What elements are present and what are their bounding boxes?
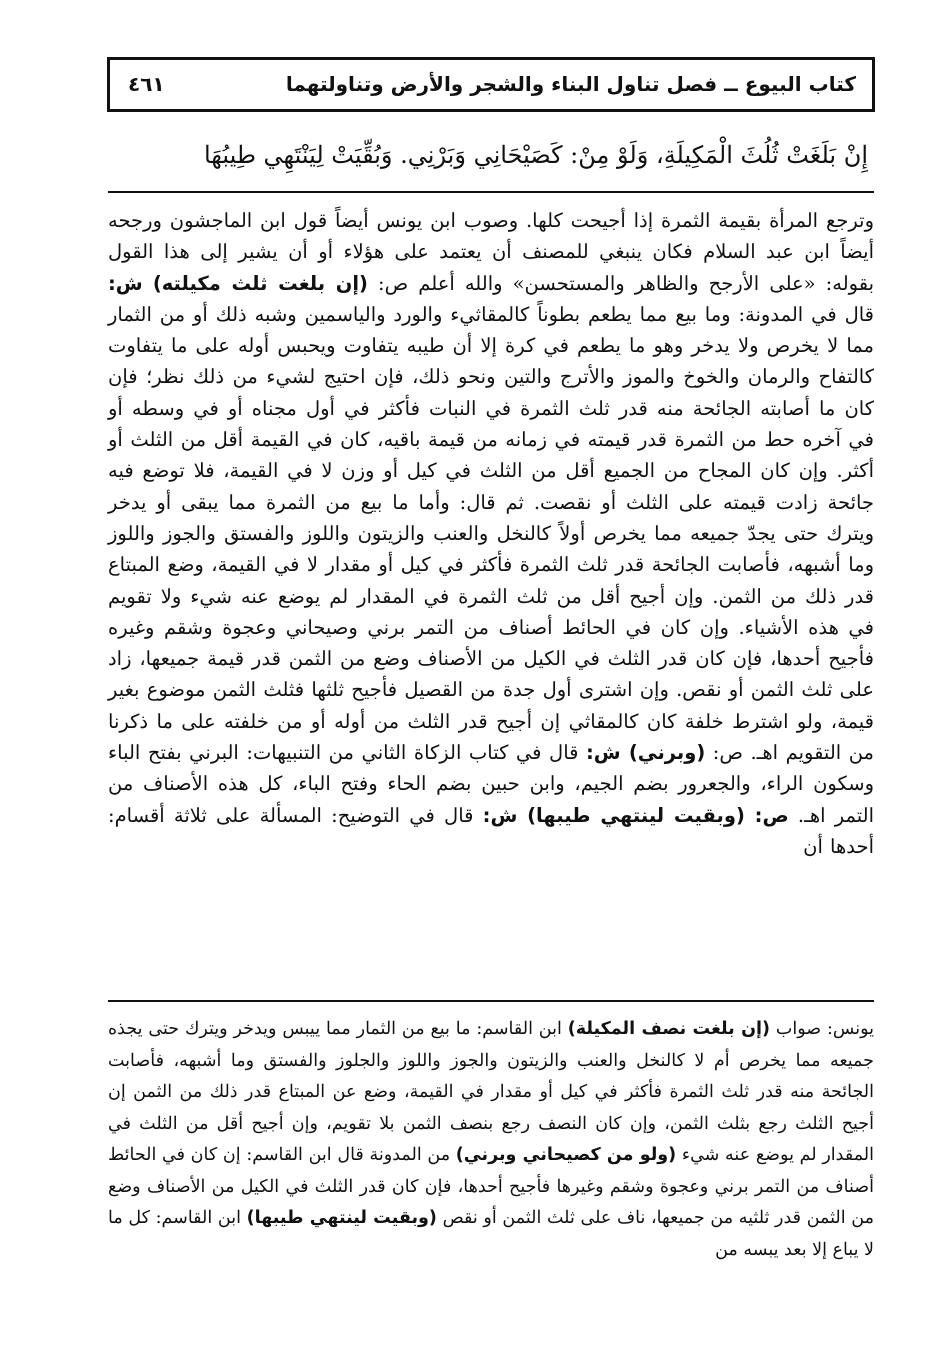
footnotes — [108, 1014, 874, 1266]
header-title: كتاب البيوع ــ فصل تناول البناء والشجر والأرض وتناولتهما — [285, 72, 856, 96]
footnote-quote-2: (ولو من كصيحاني وبرني) — [455, 1145, 677, 1165]
top-divider — [108, 191, 874, 193]
footnote-part-1: يونس: صواب — [770, 1019, 874, 1039]
matn-text: إِنْ بَلَغَتْ ثُلُثَ الْمَكِيلَةِ، وَلَوْ مِنْ: كَصَيْحَانِي وَبَرْنِي. وَبُقِّيَتْ لِيَنْتَهِي طِيبُهَا — [203, 141, 868, 169]
footnote-quote-3: (وبقيت لينتهي طيبها) — [246, 1208, 437, 1228]
body-paragraph-1: وترجع المرأة بقيمة الثمرة إذا أجيحت كلها. وصوب ابن يونس أيضاً قول ابن الماجشون ورجحه أيضاً ابن عبد السلام فكان ينبغي للمصنف أن يعتمد على هؤلاء أو أن يشير إلى هذا القول بقوله: «على الأرجح والظاهر والمستحسن» والله أعلم ص: — [108, 209, 875, 295]
body-label-2: ش: — [108, 271, 143, 295]
footnote-part-4: ابن القاسم: كل ما لا يباع إلا بعد يبسه من — [108, 1208, 874, 1260]
body-label-3: ش: — [585, 741, 629, 765]
commentary-body — [108, 205, 874, 862]
body-label-4: ص: (وبقيت لينتهي طيبها) ش: — [482, 803, 789, 827]
footnote-part-2: ابن القاسم: ما بيع من الثمار مما ييبس ويدخر ويترك حتى يجذه جميعه مما يخرص أم لا كالنخل والعنب والزيتون والجوز واللوز والجلوز والفستق وما أشبهه، فأصابت الجائحة منه قدر ثلث الثمرة فأكثر في كيل أو مقدار في القيمة، وضع عن المبتاع قدر ذلك من الثمن إن أجيح الثلث رجع بثلث الثمن، وإن كان النصف رجع بنصف الثمن بلا تقويم، وإن أجيح أقل من الثلث في المقدار لم يوضع عنه شيء — [108, 1019, 875, 1165]
body-paragraph-4: قال في التوضيح: المسألة على ثلاثة أقسام: أحدها أن — [108, 803, 874, 858]
page-number: ٤٦١ — [128, 72, 165, 96]
body-quote-2: (وبرني) — [628, 741, 706, 765]
body-paragraph-2: قال في المدونة: وما بيع مما يطعم بطوناً كالمقاثيء والورد والياسمين وشبه ذلك أو من الثمار مما لا يخرص ولا يدخر وهو ما يطعم في كرة إلا أن طيبه يتفاوت ويحبس أوله على ما يتفاوت كالتفاح والرمان والخوخ والموز والأترج والتين ونحو ذلك، فإن احتيج لشيء من ذلك نظر؛ فإن كان ما أصابته الجائحة منه قدر ثلث الثمرة في النبات فأكثر في أول مجناه أو في وسطه أو في آخره حط من الثمرة قدر قيمته في زمانه من قيمة باقيه، كان في القيمة أقل من الثلث أو أكثر. وإن كان المجاح من الجميع أقل من الثلث في كيل أو وزن لا في القيمة، فلا توضع فيه جائحة زادت قيمته على الثلث أو نقصت. ثم قال: وأما ما بيع من الثمرة مما يبقى أو يدخر ويترك حتى يجدّ جميعه مما يخرص أولاً كالنخل والعنب والزيتون واللوز والفستق والجوز واللوز وما أشبهه، فأصابت الجائحة قدر ثلث الثمرة فأكثر في كيل أو مقدار لا في القيمة، وضع المبتاع قدر ذلك من الثمن. وإن أجيح أقل من ثلث الثمرة في المقدار لم يوضع عنه شيء ولا تقويم في هذه الأشياء. وإن كان في الحائط أصناف من التمر برني وصيحاني وعجوة وشقم وغيره فأجيح أحدها، فإن كان قدر الثلث في الكيل من الأصناف وضع من الثمن قدر قيمة جميعها، زاد على ثلث الثمن أو نقص. وإن اشترى أول جدة من القصيل فأجيح ثلثها فثلث الثمن موضوع بغير قيمة، ولو اشترط خلفة كان كالمقاثي إن أجيح قدر الثلث من أوله أو من خلفته على ما ذكرنا من التقويم اهـ. ص: — [108, 302, 874, 765]
body-paragraph-3: قال في كتاب الزكاة الثاني من التنبيهات: البرني بفتح الباء وسكون الراء، والجعرور بضم الجيم، وابن حبين بضم الحاء وفتح الباء، كل هذه الأصناف من التمر اهـ. — [108, 741, 874, 827]
footnote-divider — [108, 1000, 874, 1002]
footnote-quote-1: (إن بلغت نصف المكيلة) — [567, 1019, 771, 1039]
running-header — [107, 57, 875, 112]
footnote-part-3: من المدونة قال ابن القاسم: إن كان في الحائط أصناف من التمر برني وعجوة وشقم وغيرها فأجيح أحدها، فإن كان قدر الثلث في الكيل من الأصناف وضع من الثمن قدر ثلثيه من جميعها، ناف على ثلث الثمن أو نقص — [108, 1145, 874, 1228]
body-quote-1: (إن بلغت ثلث مكيلته) — [152, 271, 368, 295]
